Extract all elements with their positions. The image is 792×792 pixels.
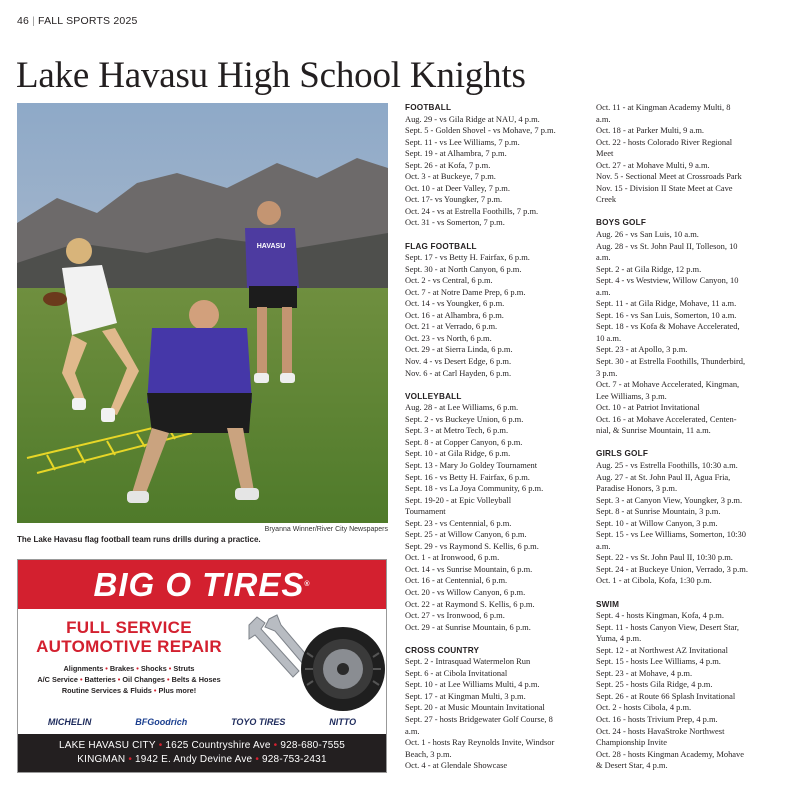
service-item: Oil Changes [122,675,165,685]
schedule-entry: Oct. 1 - at Ironwood, 6 p.m. [405,552,500,563]
schedule-entry: Oct. 24 - hosts HavaStroke Northwest [596,725,725,736]
schedule-entry: Oct. 1 - at Cibola, Kofa, 1:30 p.m. [596,575,712,586]
big-o-tires-ad[interactable] [17,559,387,773]
services-row [18,663,240,674]
schedule-entry: Sept. 15 - vs Lee Williams, Somerton, 10:30 [596,529,746,540]
schedule-entry: Sept. 22 - vs St. John Paul II, 10:30 p.m. [596,552,733,563]
schedule-entry: Sept. 10 - at Lee Williams Multi, 4 p.m. [405,679,540,690]
schedule-entry: Sept. 30 - at Estrella Foothills, Thunderbird, [596,356,746,367]
schedule-entry: Sept. 17 - at Kingman Multi, 3 p.m. [405,690,526,701]
page-header [17,15,138,27]
ad-headline [18,618,240,656]
schedule-entry: Oct. 14 - vs Youngker, 6 p.m. [405,298,505,309]
schedule-entry: Oct. 7 - at Notre Dame Prep, 6 p.m. [405,286,526,297]
schedule-entry: Nov. 5 - Sectional Meet at Crossroads Park [596,171,742,182]
bullet: • [158,740,163,751]
schedule-entry: Oct. 11 - at Kingman Academy Multi, 8 [596,102,731,112]
schedule-entry: Sept. 11 - hosts Canyon View, Desert Star, [596,621,739,632]
location-phone[interactable]: 928-753-2431 [262,754,327,765]
service-item: Struts [173,664,195,673]
schedule-entry: Yuma, 4 p.m. [596,633,642,644]
schedule-section-swim [596,599,778,772]
section-heading: BOYS GOLF [596,218,647,228]
toyo-tires-logo: TOYO TIRES [231,717,286,727]
schedule-entry: Oct. 17- vs Youngker, 7 p.m. [405,194,503,205]
schedule-entry: Sept. 18 - vs La Joya Community, 6 p.m. [405,483,544,494]
bullet: • [115,675,123,685]
schedule-entry: Oct. 16 - at Centennial, 6 p.m. [405,575,508,586]
bullet: • [128,754,133,765]
schedule-entry: Sept. 27 - hosts Bridgewater Golf Course, 8 [405,713,553,724]
schedule-entry: Oct. 29 - at Sierra Linda, 6 p.m. [405,344,513,355]
section-heading: CROSS COUNTRY [405,645,480,655]
schedule-entry: Sept. 10 - at Willow Canyon, 3 p.m. [596,517,718,528]
location-address: 1942 E. Andy Devine Ave [135,754,253,765]
location-city: KINGMAN [77,754,126,765]
schedule-entry: Championship Invite [596,737,668,748]
location-address: 1625 Countryshire Ave [165,740,271,751]
schedule-column-1 [405,102,587,783]
bullet: • [151,686,159,696]
schedule-entry: Beach, 3 p.m. [405,748,452,759]
schedule-entry: Meet [596,148,614,159]
bullet: • [77,675,85,685]
services-row [18,674,240,685]
tire-brand-logos [18,710,386,734]
section-heading: SWIM [596,599,620,609]
location-row [18,753,386,767]
schedule-entry: & Desert Star, 4 p.m. [596,760,668,771]
schedule-entry: Sept. 17 - vs Betty H. Fairfax, 6 p.m. [405,252,530,263]
registered-mark: ® [304,581,311,588]
schedule-entry: Oct. 21 - at Verrado, 6 p.m. [405,321,498,332]
schedule-entry: Nov. 15 - Division II State Meet at Cave [596,182,733,193]
schedule-entry: nial, & Sunrise Mountain, 11 a.m. [596,425,711,436]
schedule-entry: Sept. 2 - vs Buckeye Union, 6 p.m. [405,413,524,424]
schedule-entry: a.m. [596,113,611,124]
photo-credit: Bryanna Winner/River City Newspapers [264,526,388,533]
schedule-entry: Sept. 3 - at Metro Tech, 6 p.m. [405,425,509,436]
wrench-tire-illustration [243,613,385,713]
service-item: Alignments [63,664,104,673]
schedule-entry: Oct. 31 - vs Somerton, 7 p.m. [405,217,505,228]
schedule-entry: 10 a.m. [596,332,622,343]
shirt-lettering: HAVASU [256,243,286,250]
section-name: FALL SPORTS 2025 [38,15,138,27]
schedule-entry: Sept. 6 - at Cibola Invitational [405,667,508,678]
schedule-entry: Oct. 2 - vs Central, 6 p.m. [405,275,493,286]
schedule-entry: a.m. [405,725,420,736]
schedule-entry: Aug. 25 - vs Estrella Foothills, 10:30 a.m. [596,459,738,470]
ad-headline-line-1: FULL SERVICE [66,618,192,637]
schedule-entry: Aug. 29 - vs Gila Ridge at NAU, 4 p.m. [405,113,540,124]
schedule-entry: Oct. 1 - hosts Ray Reynolds Invite, Windsor [405,737,555,748]
schedule-entry: Paradise Honors, 3 p.m. [596,483,678,494]
location-row [18,739,386,753]
schedule-entry: Sept. 26 - at Kofa, 7 p.m. [405,159,491,170]
ad-locations [18,734,386,773]
schedule-entry: Aug. 28 - vs St. John Paul II, Tolleson, 10 [596,240,738,251]
schedule-entry: Oct. 18 - at Parker Multi, 9 a.m. [596,125,705,136]
schedule-entry: Sept. 25 - at Willow Canyon, 6 p.m. [405,529,527,540]
location-city: LAKE HAVASU CITY [58,740,156,751]
ad-services-list [18,663,240,697]
schedule-entry: Sept. 8 - at Sunrise Mountain, 3 p.m. [596,506,721,517]
schedule-entry: 3 p.m. [596,367,618,378]
schedule-entry: Sept. 4 - vs Westview, Willow Canyon, 10 [596,275,739,286]
schedule-entry: Oct. 10 - at Deer Valley, 7 p.m. [405,182,510,193]
schedule-entry: Oct. 10 - at Patriot Invitational [596,402,700,413]
schedule-entry: Sept. 5 - Golden Shovel - vs Mohave, 7 p.m. [405,125,556,136]
schedule-entry: Aug. 28 - at Lee Williams, 6 p.m. [405,402,519,413]
service-item: A/C Service [37,675,78,685]
schedule-entry: Sept. 19-20 - at Epic Volleyball [405,494,512,505]
schedule-entry: Sept. 10 - at Gila Ridge, 6 p.m. [405,448,511,459]
schedule-entry: Oct. 23 - vs North, 6 p.m. [405,332,492,343]
service-item: Batteries [84,675,116,685]
schedule-entry: Nov. 4 - vs Desert Edge, 6 p.m. [405,356,512,367]
ad-brand-name: BIG O TIRES [93,566,305,603]
schedule-entry: Oct. 2 - hosts Cibola, 4 p.m. [596,702,692,713]
schedule-entry: Oct. 22 - at Raymond S. Kellis, 6 p.m. [405,598,535,609]
schedule-section-volleyball [405,391,587,633]
section-heading: VOLLEYBALL [405,391,462,401]
schedule-entry: Sept. 23 - at Mohave, 4 p.m. [596,667,693,678]
bfgoodrich-logo: BFGoodrich [135,717,188,727]
bullet: • [134,664,141,673]
services-row [18,685,240,696]
section-heading: FOOTBALL [405,103,452,112]
schedule-section-football [405,102,587,229]
schedule-entry: Sept. 25 - hosts Gila Ridge, 4 p.m. [596,679,713,690]
schedule-entry: Oct. 4 - at Glendale Showcase [405,760,508,771]
schedule-entry: Oct. 16 - at Mohave Accelerated, Centen- [596,413,737,424]
schedule-entry: Sept. 26 - at Route 66 Splash Invitational [596,690,736,701]
schedule-entry: Sept. 2 - Intrasquad Watermelon Run [405,656,531,667]
service-item: Shocks [140,664,167,673]
service-item: Routine Services & Fluids [61,686,152,696]
bullet: • [273,740,278,751]
header-divider: | [32,15,36,27]
schedule-entry: a.m. [596,286,611,297]
ad-headline-line-2: AUTOMOTIVE REPAIR [36,637,222,656]
schedule-entry: Sept. 4 - hosts Kingman, Kofa, 4 p.m. [596,610,724,621]
schedule-section-flag-football [405,241,587,380]
bullet: • [166,664,174,673]
schedule-entry: Sept. 19 - at Alhambra, 7 p.m. [405,148,507,159]
page-title: Lake Havasu High School Knights [16,55,526,96]
schedule-entry: Sept. 23 - at Apollo, 3 p.m. [596,344,688,355]
schedule-entry: Oct. 16 - at Alhambra, 6 p.m. [405,309,504,320]
ad-brand-banner [18,560,386,609]
schedule-entry: Sept. 20 - at Music Mountain Invitational [405,702,545,713]
schedule-entry: Oct. 27 - vs Ironwood, 6 p.m. [405,610,505,621]
schedule-entry: Lee Williams, 3 p.m. [596,390,667,401]
bullet: • [255,754,260,765]
schedule-entry: Sept. 16 - vs Betty H. Fairfax, 6 p.m. [405,471,530,482]
schedule-entry: Sept. 29 - vs Raymond S. Kellis, 6 p.m. [405,540,539,551]
schedule-section-continued [596,102,778,206]
schedule-entry: Oct. 20 - vs Willow Canyon, 6 p.m. [405,586,526,597]
schedule-entry: Oct. 28 - hosts Kingman Academy, Mohave [596,748,745,759]
schedule-entry: Sept. 11 - at Gila Ridge, Mohave, 11 a.m. [596,298,737,309]
schedule-entry: Nov. 6 - at Carl Hayden, 6 p.m. [405,367,512,378]
schedule-entry: Oct. 27 - at Mohave Multi, 9 a.m. [596,159,710,170]
section-heading: FLAG FOOTBALL [405,241,477,251]
schedule-entry: Creek [596,194,617,205]
photo-caption: The Lake Havasu flag football team runs drills during a practice. [17,535,261,544]
schedule-entry: Sept. 15 - hosts Lee Williams, 4 p.m. [596,656,721,667]
schedule-entry: Oct. 3 - at Buckeye, 7 p.m. [405,171,496,182]
schedule-entry: Oct. 22 - hosts Colorado River Regional [596,136,733,147]
schedule-entry: Sept. 11 - vs Lee Williams, 7 p.m. [405,136,520,147]
schedule-entry: a.m. [596,252,611,263]
schedule-column-2 [596,102,778,783]
bullet: • [164,675,172,685]
schedule-entry: Sept. 13 - Mary Jo Goldey Tournament [405,459,538,470]
schedule-entry: a.m. [596,540,611,551]
schedule-entry: Sept. 2 - at Gila Ridge, 12 p.m. [596,263,702,274]
schedule-entry: Sept. 23 - vs Centennial, 6 p.m. [405,517,512,528]
schedule-entry: Tournament [405,506,446,517]
schedule-entry: Sept. 12 - at Northwest AZ Invitational [596,644,728,655]
schedule-entry: Oct. 16 - hosts Trivium Prep, 4 p.m. [596,713,718,724]
schedule-entry: Oct. 7 - at Mohave Accelerated, Kingman, [596,379,740,390]
service-item: Plus more! [158,686,197,696]
schedule-entry: Oct. 29 - at Sunrise Mountain, 6 p.m. [405,621,531,632]
schedule-entry: Sept. 16 - vs San Luis, Somerton, 10 a.m. [596,309,737,320]
schedule-entry: Sept. 24 - at Buckeye Union, Verrado, 3 p.m. [596,563,748,574]
page-number: 46 [17,15,30,27]
schedule-entry: Sept. 30 - at North Canyon, 6 p.m. [405,263,522,274]
schedule-section-girls-golf [596,448,778,587]
service-item: Belts & Hoses [171,675,221,685]
schedule-entry: Oct. 24 - vs at Estrella Foothills, 7 p.m. [405,205,539,216]
michelin-logo: MICHELIN [47,717,92,727]
feature-photo [17,103,388,523]
schedule-entry: Aug. 26 - vs San Luis, 10 a.m. [596,229,699,240]
section-heading: GIRLS GOLF [596,449,649,459]
location-phone[interactable]: 928-680-7555 [280,740,346,751]
schedule-entry: Sept. 8 - at Copper Canyon, 6 p.m. [405,436,523,447]
schedule-entry: Aug. 27 - at St. John Paul II, Agua Fria, [596,471,731,482]
bullet: • [103,664,110,673]
schedule-entry: Sept. 3 - at Canyon View, Youngker, 3 p.m. [596,494,743,505]
service-item: Brakes [109,664,135,673]
nitto-logo: NITTO [329,717,357,727]
schedule-section-cross-country [405,645,587,772]
schedule-section-boys-golf [596,217,778,436]
schedule-entry: Oct. 14 - vs Sunrise Mountain, 6 p.m. [405,563,533,574]
schedule-entry: Sept. 18 - vs Kofa & Mohave Accelerated, [596,321,740,332]
